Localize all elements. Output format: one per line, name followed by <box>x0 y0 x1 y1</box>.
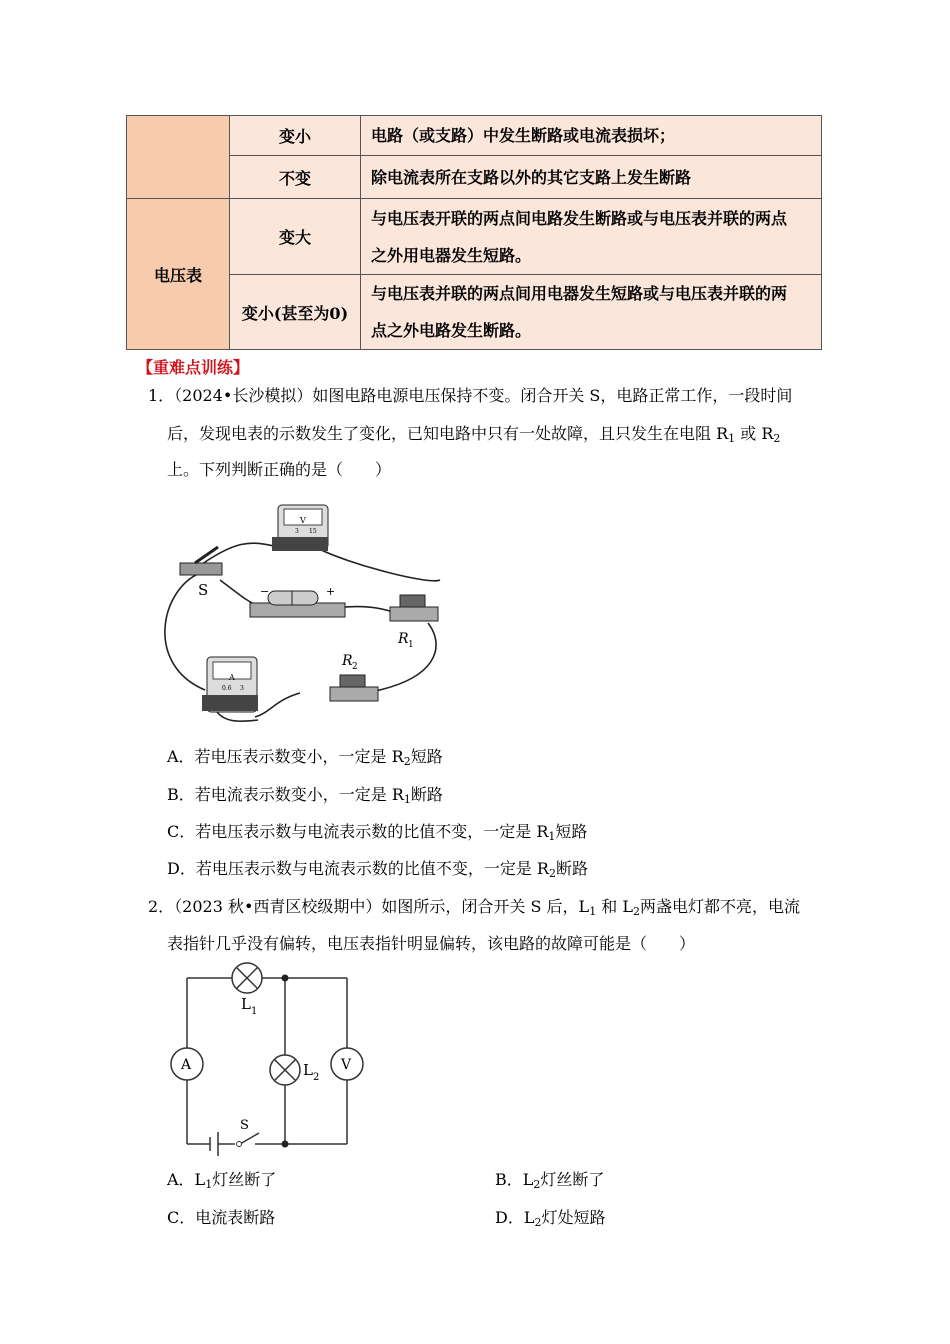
q2-option-d[interactable]: D．$L_2$灯处短路 <box>495 1208 606 1229</box>
switch-label: S <box>198 581 209 599</box>
table-change-cell: 变大 <box>230 199 361 275</box>
voltmeter-category-cell: 电压表 <box>127 199 230 350</box>
battery-plus: + <box>326 585 336 598</box>
table-change-cell: 不变 <box>230 156 361 199</box>
table-cause-line: 与电压表并联的两点间用电器发生短路或与电压表并联的两 <box>371 284 788 303</box>
r1-label: R <box>398 631 409 647</box>
battery-minus: − <box>260 585 270 598</box>
table-change-cell: 变小(甚至为0) <box>230 275 361 350</box>
resistor-r1 <box>390 595 438 621</box>
q2-l2-subscript: 2 <box>313 1072 320 1083</box>
q1-stem-line: 1．（2024•长沙模拟）如图电路电源电压保持不变。闭合开关 S，电路正常工作，一段时间 <box>148 386 793 405</box>
resistor-r2 <box>330 675 378 701</box>
r1-subscript: 1 <box>408 640 414 650</box>
ammeter-scale-3: 3 <box>240 685 244 692</box>
ammeter-category-cell <box>127 116 230 199</box>
q2-l1-label: L <box>241 995 251 1013</box>
q2-l1-subscript: 1 <box>251 1006 258 1017</box>
voltmeter-scale-15: 15 <box>309 528 317 535</box>
ammeter-scale-06: 0.6 <box>222 685 232 692</box>
section-title: 【重难点训练】 <box>137 358 250 377</box>
q1-option-c[interactable]: C．若电压表示数与电流表示数的比值不变，一定是 $R_1$短路 <box>167 822 588 843</box>
q2-switch-label: S <box>240 1118 249 1133</box>
voltmeter-scale-3: 3 <box>295 528 299 535</box>
switch-device <box>180 547 222 575</box>
q1-stem-line: 后，发现电表的示数发生了变化，已知电路中只有一处故障，且只发生在电阻 $R_1$ 或 $R_2$ <box>167 424 781 445</box>
table-cause-cell <box>361 199 822 275</box>
q2-stem-line: 表指针几乎没有偏转，电压表指针明显偏转，该电路的故障可能是（ ） <box>167 934 696 953</box>
r2-subscript: 2 <box>352 662 358 672</box>
table-cause-line: 与电压表开联的两点间电路发生断路或与电压表并联的两点 <box>371 208 788 228</box>
voltmeter-letter: V <box>300 516 306 525</box>
q1-stem-line: 上。下列判断正确的是（ ） <box>167 460 392 479</box>
q2-voltmeter-letter: V <box>341 1057 352 1073</box>
q2-stem-line: 2．（2023 秋•西青区校级期中）如图所示，闭合开关 S 后，$L_1$ 和 $L_2$两盏电灯都不亮，电流 <box>148 897 801 918</box>
fault-table <box>126 115 822 350</box>
q2-option-b[interactable]: B．$L_2$灯丝断了 <box>495 1170 605 1191</box>
q2-l2-label: L <box>303 1061 313 1079</box>
table-cause-line: 之外用电器发生短路。 <box>371 245 532 265</box>
table-change-cell: 变小 <box>230 116 361 156</box>
q1-option-b[interactable]: B．若电流表示数变小，一定是 $R_1$断路 <box>167 785 443 806</box>
q1-circuit-figure <box>150 495 450 735</box>
q2-circuit-figure <box>160 962 375 1162</box>
q1-option-d[interactable]: D．若电压表示数与电流表示数的比值不变，一定是 $R_2$断路 <box>167 859 588 880</box>
table-cause-cell: 除电流表所在支路以外的其它支路上发生断路 <box>361 156 822 199</box>
ammeter-letter: A <box>229 673 235 682</box>
voltmeter-device <box>272 505 328 551</box>
q2-ammeter-letter: A <box>181 1057 192 1073</box>
q1-option-a[interactable]: A．若电压表示数变小，一定是 $R_2$短路 <box>167 747 443 768</box>
table-cause-cell <box>361 275 822 350</box>
q2-option-c[interactable]: C．电流表断路 <box>167 1208 276 1227</box>
table-cause-line: 点之外电路发生断路。 <box>371 321 532 340</box>
table-cause-cell: 电路（或支路）中发生断路或电流表损坏； <box>361 116 822 156</box>
q2-option-a[interactable]: A．$L_1$灯丝断了 <box>167 1170 277 1191</box>
r2-label: R <box>342 653 353 669</box>
